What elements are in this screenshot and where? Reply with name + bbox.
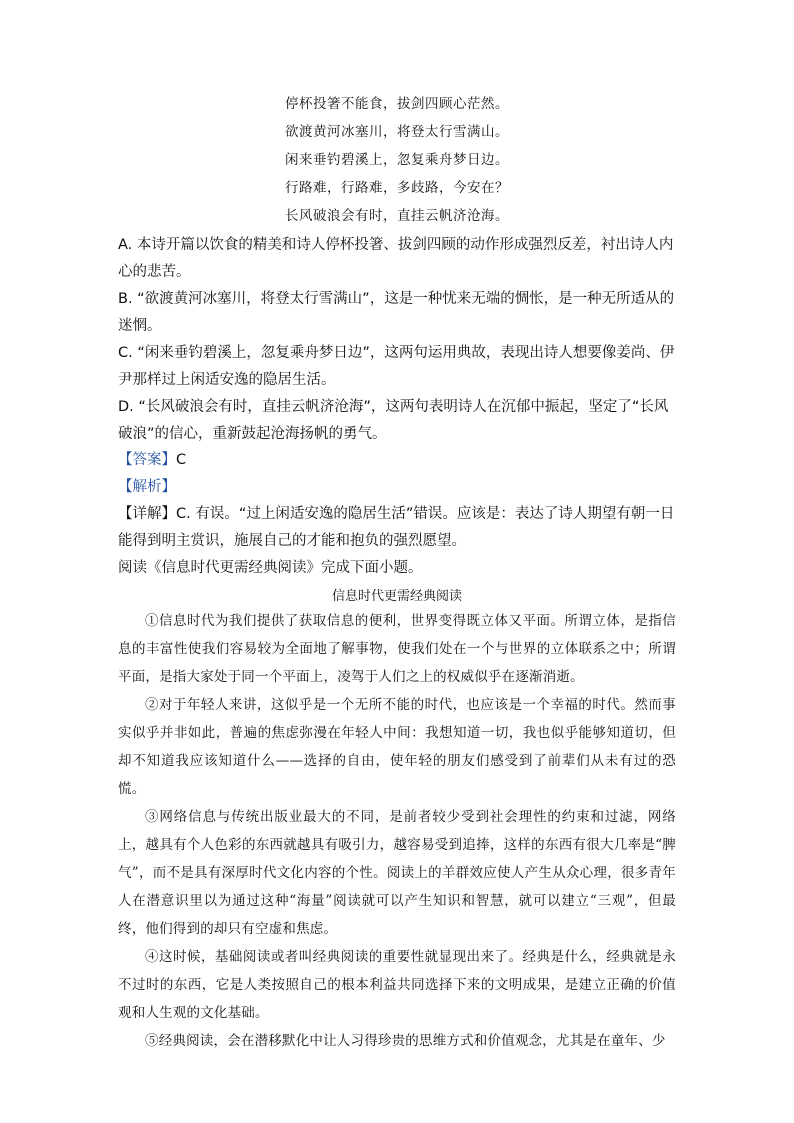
option-a: A. 本诗开篇以饮食的精美和诗人停杯投箸、拔剑四顾的动作形成强烈反差，衬出诗人内心的悲苦。 — [118, 237, 674, 280]
poem-line: 停杯投箸不能食，拔剑四顾心茫然。 — [285, 96, 509, 112]
detail-line — [118, 501, 678, 555]
reading-instruction: 阅读《信息时代更需经典阅读》完成下面小题。 — [118, 560, 423, 576]
article-paragraph: ③网络信息与传统出版业最大的不同，是前者较少受到社会理性的约束和过滤，网络上，越具有个人色彩的东西就越具有吸引力，越容易受到追捧，这样的东西有很大几率是“脾气”，而不是具有深厚时代文化内容的个性。阅读上的羊群效应使人产生从众心理，很多青年人在潜意识里以为通过这种“海量”阅读就可以产生知识和智慧，就可以建立“三观”，但最终，他们得到的却只有空虚和焦虑。 — [118, 809, 676, 937]
answer-options — [118, 232, 678, 448]
analysis-tag: 【解析】 — [118, 479, 176, 495]
article-body — [118, 607, 676, 1055]
option-c: C. “闲来垂钓碧溪上，忽复乘舟梦日边”，这两句运用典故，表现出诗人想要像姜尚、伊尹那样过上闲适安逸的隐居生活。 — [118, 345, 675, 388]
analysis-line — [118, 474, 678, 501]
detail-text: C. 有误。“过上闲适安逸的隐居生活”错误。应该是：表达了诗人期望有朝一日能得到明主赏识，施展自己的才能和抱负的强烈愿望。 — [118, 506, 675, 549]
article-paragraph: ②对于年轻人来讲，这似乎是一个无所不能的时代，也应该是一个幸福的时代。然而事实似乎并非如此，普遍的焦虑弥漫在年轻人中间：我想知道一切，我也似乎能够知道切，但却不知道我应该知道什么——选择的自由，使年轻的朋友们感受到了前辈们从未有过的恐慌。 — [118, 697, 676, 797]
poem-line: 长风破浪会有时，直挂云帆济沧海。 — [285, 208, 509, 224]
poem-line: 欲渡黄河冰塞川，将登太行雪满山。 — [285, 124, 509, 140]
answer-section — [118, 447, 678, 582]
answer-tag: 【答案】 — [118, 452, 176, 468]
detail-tag: 【详解】 — [118, 506, 176, 522]
article-paragraph: ④这时候，基础阅读或者叫经典阅读的重要性就显现出来了。经典是什么，经典就是永不过时的东西，它是人类按照自己的根本利益共同选择下来的文明成果，是建立正确的价值观和人生观的文化基础。 — [118, 949, 676, 1021]
poem-line: 闲来垂钓碧溪上，忽复乘舟梦日边。 — [285, 152, 509, 168]
option-d: D. “长风破浪会有时，直挂云帆济沧海”，这两句表明诗人在沉郁中振起，坚定了“长风破浪”的信心，重新鼓起沧海扬帆的勇气。 — [118, 399, 669, 442]
answer-line — [118, 447, 678, 474]
poem-line: 行路难，行路难，多歧路，今安在？ — [285, 180, 509, 196]
article-paragraph: ①信息时代为我们提供了获取信息的便利，世界变得既立体又平面。所谓立体，是指信息的丰富性使我们容易较为全面地了解事物，使我们处在一个与世界的立体联系之中；所谓平面，是指大家处于同一个平面上，凌驾于人们之上的权威似乎在逐渐消逝。 — [118, 613, 676, 685]
answer-value: C — [176, 452, 187, 468]
option-b: B. “欲渡黄河冰塞川，将登太行雪满山”，这是一种忧来无端的惆怅，是一种无所适从的迷惘。 — [118, 291, 675, 334]
article-paragraph: ⑤经典阅读，会在潜移默化中让人习得珍贵的思维方式和价值观念，尤其是在童年、少 — [145, 1033, 666, 1049]
article-title: 信息时代更需经典阅读 — [331, 589, 462, 604]
